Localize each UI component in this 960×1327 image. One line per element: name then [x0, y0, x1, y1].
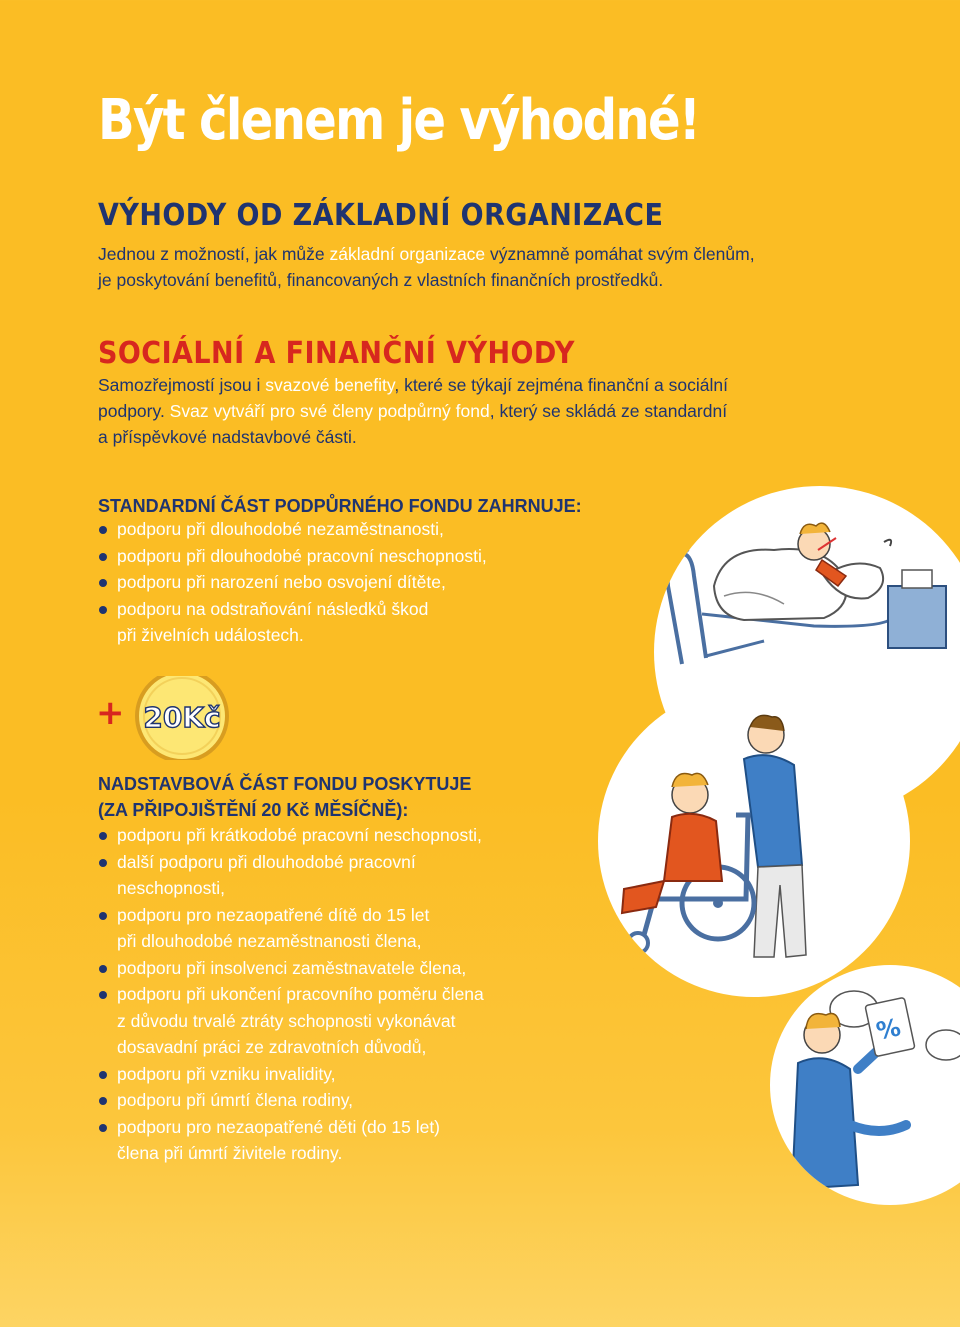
list-item-text: z důvodu trvalé ztráty schopnosti vykonávat	[117, 1010, 456, 1031]
list-item-text: podporu při dlouhodobé nezaměstnanosti,	[117, 519, 444, 539]
list-item-text: podporu při narození nebo osvojení dítěte,	[117, 572, 446, 592]
list-item	[98, 981, 484, 1061]
nadstavba-heading-line2: (ZA PŘIPOJIŠTĚNÍ 20 Kč MĚSÍČNĚ):	[98, 800, 409, 820]
list-item	[98, 516, 487, 543]
list-item	[98, 1087, 484, 1114]
list-item	[98, 1114, 484, 1167]
list-item-text: podporu na odstraňování následků škod	[117, 598, 429, 619]
nadstavba-list	[98, 822, 484, 1167]
list-item-text: podporu pro nezaopatřené děti (do 15 let)	[117, 1116, 441, 1137]
text-segment: , který se skládá ze standardní	[489, 401, 728, 421]
list-item-text: člena při úmrtí živitele rodiny.	[117, 1143, 343, 1163]
text-segment: , které se týkají zejména finanční a sociální	[394, 375, 728, 395]
text-segment: významně pomáhat svým členům,	[485, 244, 755, 264]
text-segment-white: Svaz vytváří pro své členy	[169, 401, 378, 421]
text-segment: Jednou z možností, jak může	[98, 244, 330, 264]
list-item	[98, 569, 487, 596]
section-zakladni-organizace-text	[98, 241, 755, 293]
coin-label: 20Kč	[143, 701, 221, 734]
plus-sign: +	[96, 693, 125, 733]
nadstavba-heading-line1: NADSTAVBOVÁ ČÁST FONDU POSKYTUJE	[98, 774, 472, 794]
highlight-podpurny-fond: podpůrný fond	[377, 401, 490, 421]
list-item	[98, 902, 484, 955]
standard-part-heading: STANDARDNÍ ČÁST PODPŮRNÉHO FONDU ZAHRNUJE:	[98, 496, 582, 516]
list-item-text: podporu při vzniku invalidity,	[117, 1063, 336, 1084]
list-item	[98, 543, 487, 570]
list-item-text: podporu při dlouhodobé pracovní neschopnosti,	[117, 545, 487, 566]
list-item-text: při živelních událostech.	[117, 625, 304, 645]
price-badge	[96, 676, 236, 760]
section-socialni-text	[98, 372, 728, 450]
highlight-zakladni-organizace: základní organizace	[329, 244, 486, 264]
list-item-text: podporu při ukončení pracovního poměru člena	[117, 984, 484, 1004]
list-item-text: další podporu při dlouhodobé pracovní	[117, 851, 416, 872]
list-item-text: podporu při krátkodobé pracovní neschopnosti,	[117, 825, 482, 845]
highlight-svazove-benefity: svazové benefity	[265, 375, 395, 395]
list-item	[98, 955, 484, 982]
list-item-text: podporu při úmrtí člena rodiny,	[117, 1090, 354, 1110]
list-item-text: neschopnosti,	[117, 878, 225, 898]
list-item	[98, 1061, 484, 1088]
text-segment: Samozřejmostí jsou i	[98, 375, 266, 395]
section-heading-zakladni-organizace: VÝHODY OD ZÁKLADNÍ ORGANIZACE	[98, 198, 664, 233]
text-segment: podpory.	[98, 401, 170, 421]
list-item-text: podporu při insolvenci zaměstnavatele člena,	[117, 957, 467, 978]
section-heading-socialni-financni: SOCIÁLNÍ A FINANČNÍ VÝHODY	[98, 336, 575, 371]
list-item-text: podporu pro nezaopatřené dítě do 15 let	[117, 904, 430, 925]
list-item	[98, 849, 484, 902]
percent-card-illustration	[770, 965, 960, 1205]
standard-part-list	[98, 516, 487, 649]
list-item-text: dosavadní práci ze zdravotních důvodů,	[117, 1037, 427, 1057]
list-item	[98, 822, 484, 849]
wheelchair-illustration	[598, 685, 910, 997]
list-item	[98, 596, 487, 649]
page-title: Být členem je výhodné!	[98, 88, 700, 153]
text-segment: je poskytování benefitů, financovaných z vlastních finančních prostředků.	[98, 270, 664, 290]
percent-sign-icon: %	[873, 1013, 904, 1046]
list-item-text: při dlouhodobé nezaměstnanosti člena,	[117, 931, 422, 951]
text-segment: a příspěvkové nadstavbové části.	[98, 427, 357, 447]
